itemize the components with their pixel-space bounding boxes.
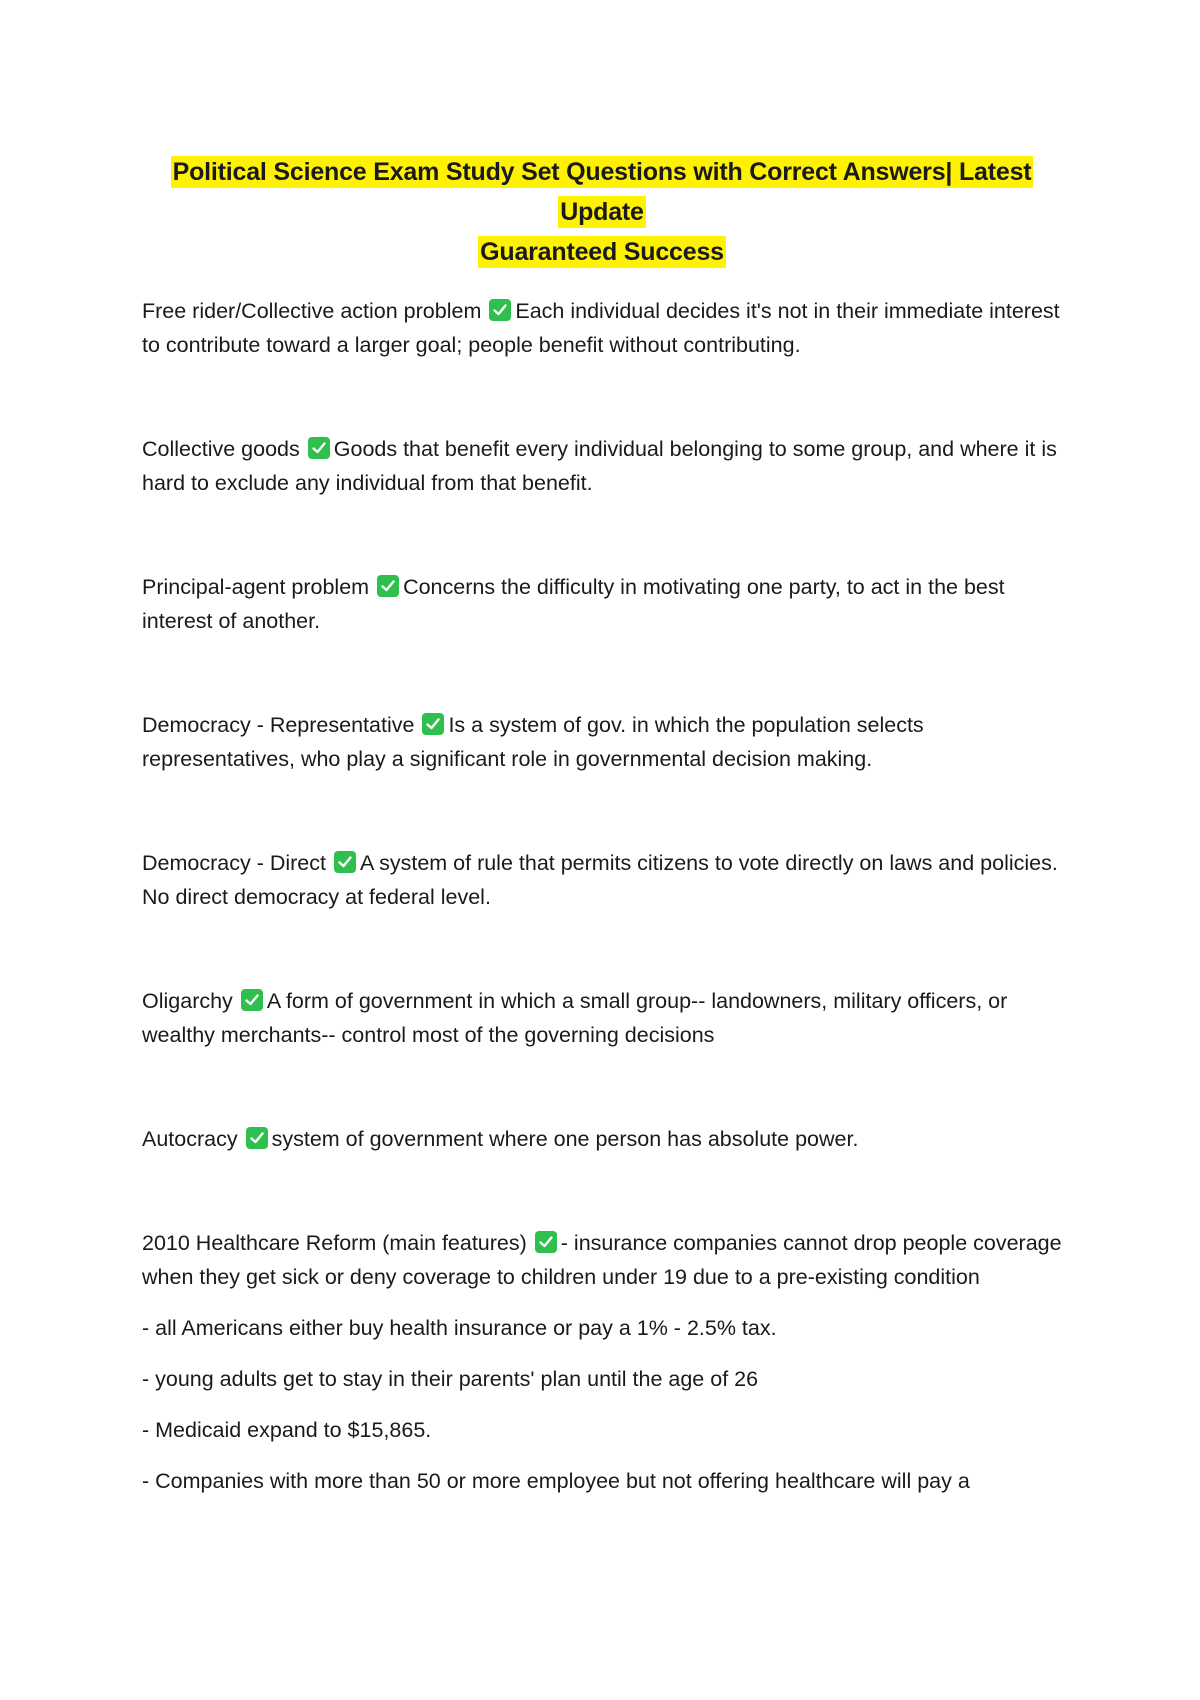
entry-term: Free rider/Collective action problem: [142, 299, 482, 323]
bullet-item: - Medicaid expand to $15,865.: [142, 1418, 432, 1442]
qa-entry: [142, 432, 1062, 500]
entry-definition: Is a system of gov. in which the population selects representatives, who play a significant role in governmental decision making.: [142, 713, 924, 771]
entry-term: Autocracy: [142, 1127, 238, 1151]
checkmark-icon: [377, 575, 399, 597]
qa-entry: [142, 570, 1062, 638]
qa-entry: [142, 1226, 1062, 1294]
entry-term: Principal-agent problem: [142, 575, 370, 599]
entry-definition: Concerns the difficulty in motivating one party, to act in the best interest of another.: [142, 575, 1005, 633]
checkmark-icon: [246, 1127, 268, 1149]
title-line-1: Political Science Exam Study Set Questions with Correct Answers| Latest Update: [172, 158, 1032, 226]
title-line-2: Guaranteed Success: [480, 238, 724, 266]
entry-definition: - insurance companies cannot drop people coverage when they get sick or deny coverage to children under 19 due to a pre-existing condition: [142, 1231, 1062, 1289]
entry-definition: Goods that benefit every individual belonging to some group, and where it is hard to exclude any individual from that benefit.: [142, 437, 1057, 495]
qa-entry: [142, 846, 1062, 914]
document-title: [142, 152, 1062, 272]
entry-term: 2010 Healthcare Reform (main features): [142, 1231, 527, 1255]
entry-term: Democracy - Direct: [142, 851, 326, 875]
entry-definition: A system of rule that permits citizens to vote directly on laws and policies. No direct democracy at federal level.: [142, 851, 1058, 909]
entry-term: Democracy - Representative: [142, 713, 415, 737]
qa-entry: [142, 708, 1062, 776]
qa-entry: [142, 294, 1062, 362]
entry-term: Collective goods: [142, 437, 300, 461]
entry-definition: system of government where one person has absolute power.: [271, 1127, 859, 1151]
checkmark-icon: [422, 713, 444, 735]
checkmark-icon: [535, 1231, 557, 1253]
qa-entry: [142, 984, 1062, 1052]
qa-entry: [142, 1122, 1062, 1156]
entry-definition: A form of government in which a small group-- landowners, military officers, or wealthy merchants-- control most of the governing decisions: [142, 989, 1008, 1047]
checkmark-icon: [334, 851, 356, 873]
checkmark-icon: [241, 989, 263, 1011]
bullet-item: - young adults get to stay in their parents' plan until the age of 26: [142, 1367, 759, 1391]
bullet-item: - Companies with more than 50 or more employee but not offering healthcare will pay a: [142, 1469, 970, 1493]
checkmark-icon: [308, 437, 330, 459]
document-page: [142, 152, 1062, 1498]
entry-definition: Each individual decides it's not in their immediate interest to contribute toward a larger goal; people benefit without contributing.: [142, 299, 1060, 357]
bullet-item: - all Americans either buy health insurance or pay a 1% - 2.5% tax.: [142, 1316, 777, 1340]
entry-term: Oligarchy: [142, 989, 233, 1013]
checkmark-icon: [489, 299, 511, 321]
